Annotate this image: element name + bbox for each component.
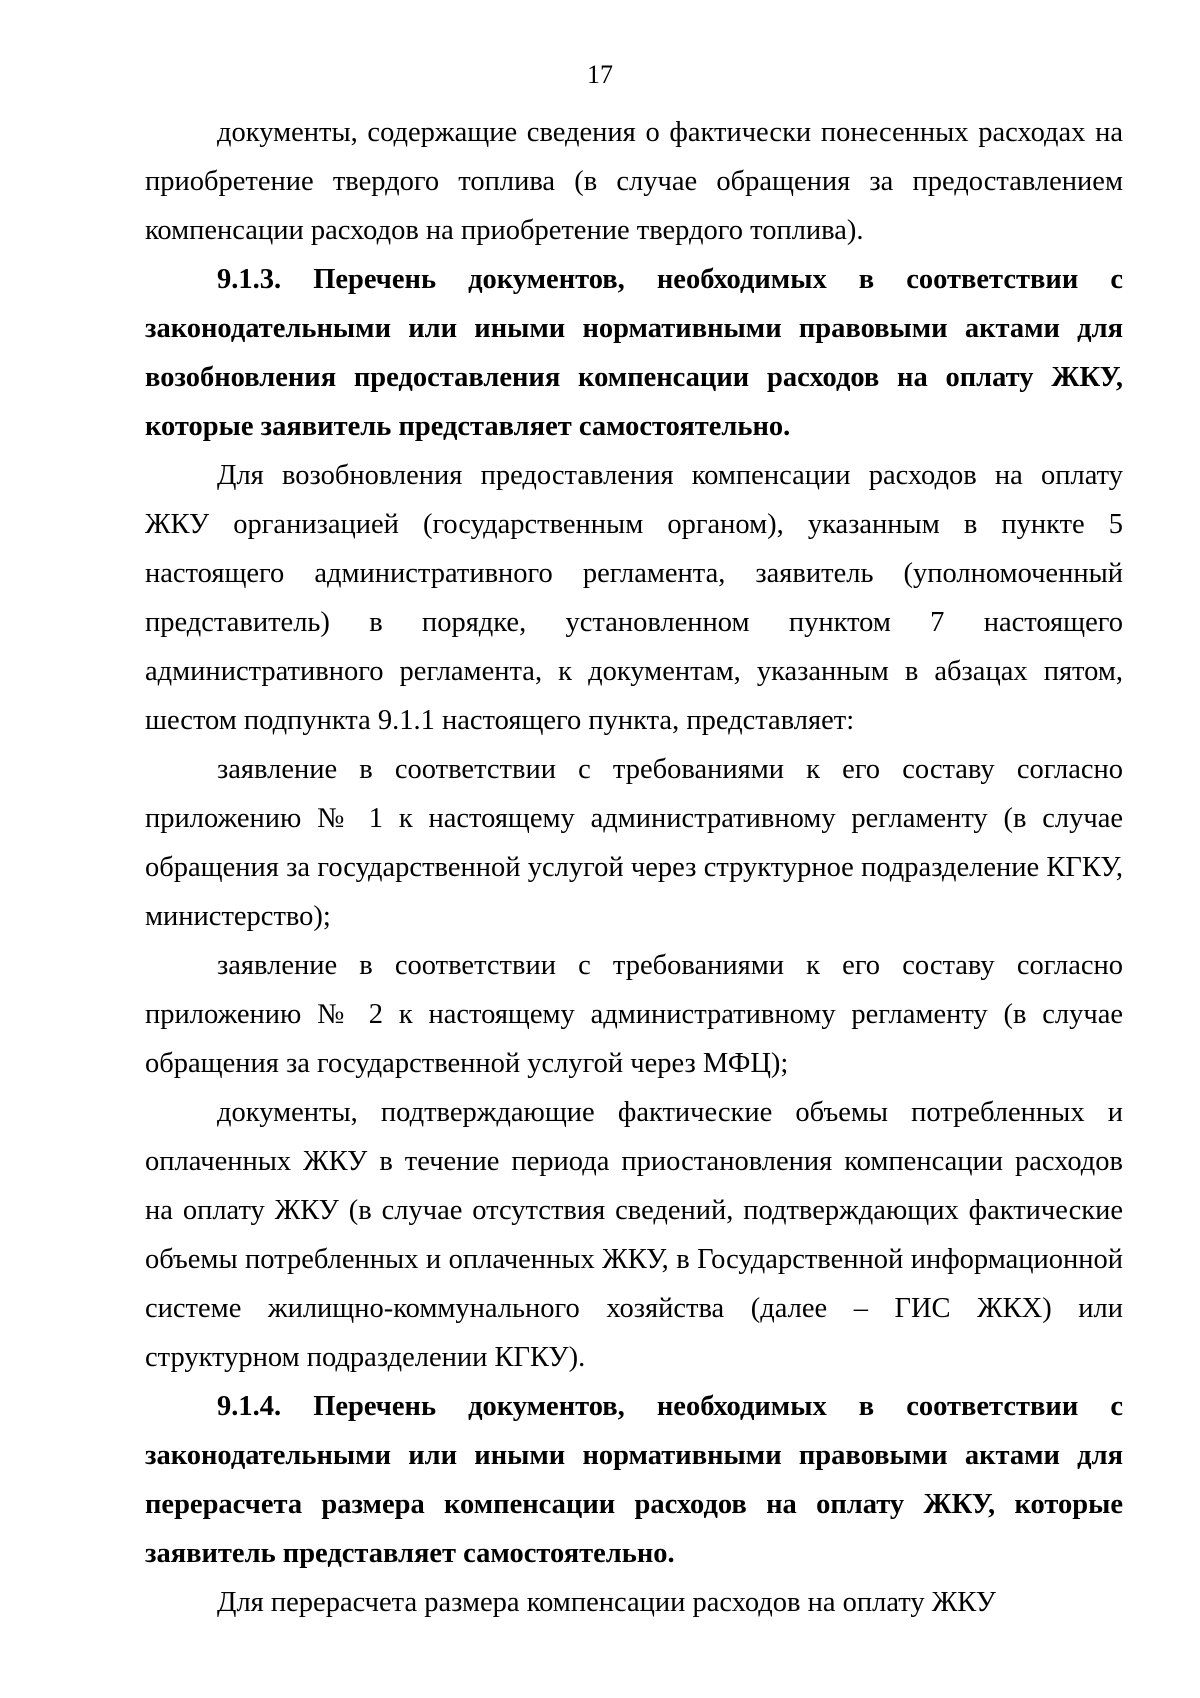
paragraph-resumption-intro: Для возобновления предоставления компенсации расходов на оплату ЖКУ организацией (государственным органом), указанным в пункте 5 настоящего административного регламента, заявитель (уполномоченный представитель) в порядке, установленном пунктом 7 настоящего административного регламента, к документам, указанным в абзацах пятом, шестом подпункта 9.1.1 настоящего пункта, представляет: [145, 460, 1123, 736]
paragraph-application-appendix-2: заявление в соответствии с требованиями к его составу согласно приложению № 2 к настоящему административному регламенту (в случае обращения за государственной услугой через МФЦ); [145, 950, 1123, 1079]
section-heading-9-1-4: 9.1.4. Перечень документов, необходимых в соответствии с законодательными или иными нормативными правовыми актами для перерасчета размера компенсации расходов на оплату ЖКУ, которые заявитель представляет самостоятельно. [145, 1391, 1123, 1569]
paragraph-solid-fuel-documents: документы, содержащие сведения о фактически понесенных расходах на приобретение твердого топлива (в случае обращения за предоставлением компенсации расходов на приобретение твердого топлива). [145, 117, 1123, 246]
document-body [145, 108, 1123, 1627]
paragraph-application-appendix-1: заявление в соответствии с требованиями к его составу согласно приложению № 1 к настоящему административному регламенту (в случае обращения за государственной услугой через структурное подразделение КГКУ, министерство); [145, 754, 1123, 932]
section-heading-9-1-3: 9.1.3. Перечень документов, необходимых в соответствии с законодательными или иными нормативными правовыми актами для возобновления предоставления компенсации расходов на оплату ЖКУ, которые заявитель представляет самостоятельно. [145, 264, 1123, 442]
paragraph-consumption-documents: документы, подтверждающие фактические объемы потребленных и оплаченных ЖКУ в течение периода приостановления компенсации расходов на оплату ЖКУ (в случае отсутствия сведений, подтверждающих фактические объемы потребленных и оплаченных ЖКУ, в Государственной информационной системе жилищно-коммунального хозяйства (далее – ГИС ЖКХ) или структурном подразделении КГКУ). [145, 1097, 1123, 1373]
page-number: 17 [587, 60, 613, 89]
paragraph-recalculation-intro: Для перерасчета размера компенсации расходов на оплату ЖКУ [217, 1587, 996, 1618]
